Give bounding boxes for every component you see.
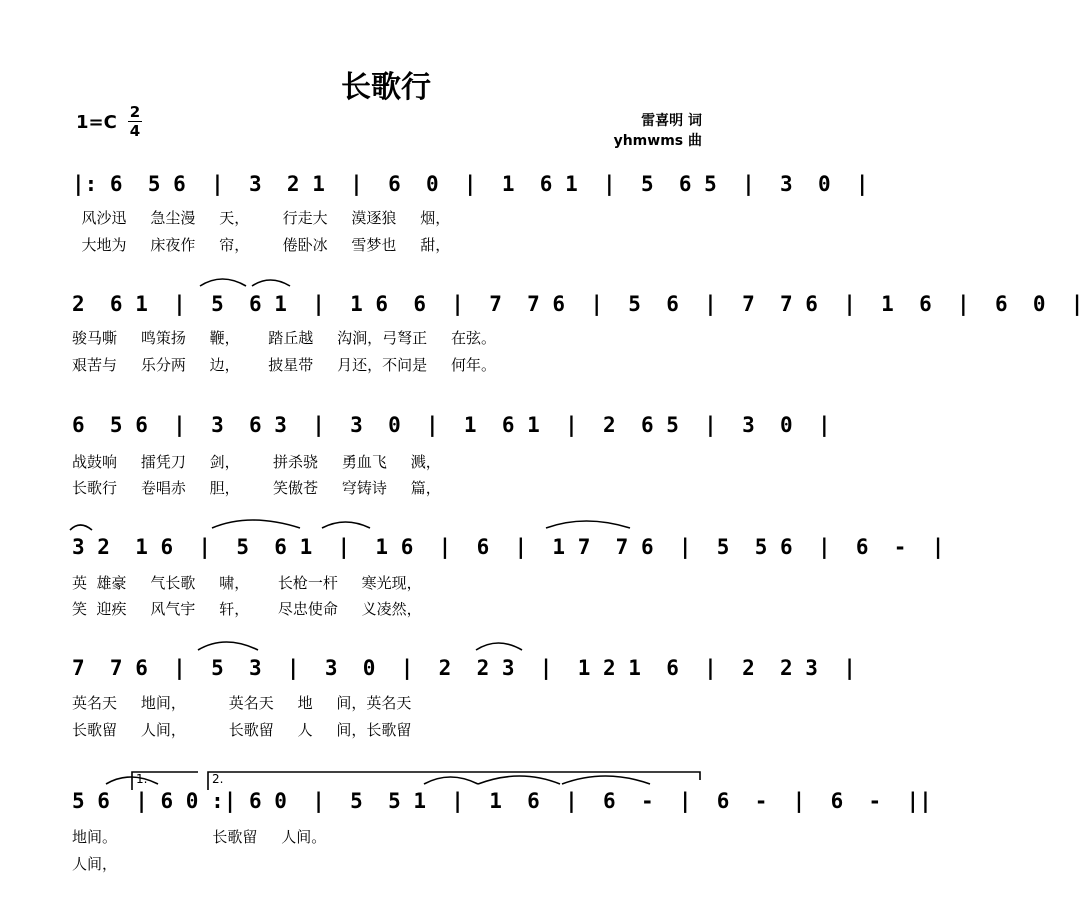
score-line-6-notes: 5 6 | 6 0 :| 6 0 | 5 5 1 | 1 6 | 6 - | 6 - | 6 - || bbox=[72, 789, 932, 813]
score-line-2-lyrics-verse2: 艰苦与 乐分两 边， 披星带 月还，不问是 何年。 bbox=[72, 356, 496, 374]
slur bbox=[198, 642, 258, 650]
key-signature: 1=C bbox=[76, 112, 117, 133]
slur bbox=[200, 279, 246, 286]
slur bbox=[562, 776, 650, 784]
slur bbox=[212, 520, 300, 528]
score-line-1-notes: |: 6 5 6 | 3 2 1 | 6 0 | 1 6 1 | 5 6 5 | 3 0 | bbox=[72, 172, 869, 196]
slur bbox=[70, 525, 92, 530]
slur bbox=[322, 522, 370, 528]
score-line-5-lyrics-verse2: 长歌留 人间， 长歌留 人 间，长歌留 bbox=[72, 721, 412, 739]
slur bbox=[476, 643, 522, 650]
score-line-2-lyrics-verse1: 骏马嘶 鸣策扬 鞭， 踏丘越 沟涧，弓弩正 在弦。 bbox=[72, 329, 496, 347]
slur bbox=[478, 776, 560, 784]
slur bbox=[252, 280, 290, 286]
slur bbox=[546, 521, 630, 528]
time-sig-top: 2 bbox=[129, 103, 141, 121]
score-line-1-lyrics-verse2: 大地为 床夜作 帘， 倦卧冰 雪梦也 甜， bbox=[72, 236, 451, 254]
score-line-5-lyrics-verse1: 英名天 地间， 英名天 地 间，英名天 bbox=[72, 694, 412, 712]
volta-1-bracket bbox=[132, 772, 198, 790]
volta-1-label: 1. bbox=[136, 772, 148, 786]
score-line-3-notes: 6 5 6 | 3 6 3 | 3 0 | 1 6 1 | 2 6 5 | 3 0 | bbox=[72, 413, 831, 437]
score-line-3-lyrics-verse2: 长歌行 卷唱赤 胆， 笑傲苍 穹铸诗 篇， bbox=[72, 479, 441, 497]
time-sig-bottom: 4 bbox=[129, 122, 141, 140]
page-title: 长歌行 bbox=[341, 70, 431, 105]
lyricist-credit: 雷喜明 词 bbox=[641, 113, 702, 129]
score-line-4-notes: 3 2 1 6 | 5 6 1 | 1 6 | 6 | 1 7 7 6 | 5 5 6 | 6 - | bbox=[72, 535, 945, 559]
score-line-5-notes: 7 7 6 | 5 3 | 3 0 | 2 2 3 | 1 2 1 6 | 2 2 3 | bbox=[72, 656, 856, 680]
score-line-6-lyrics-verse2: 人间， bbox=[72, 855, 118, 873]
slur bbox=[424, 777, 478, 784]
score-line-3-lyrics-verse1: 战鼓响 擂凭刀 剑， 拼杀骁 勇血飞 溅， bbox=[72, 453, 441, 471]
score-line-6-lyrics-verse1: 地间。 长歌留 人间。 bbox=[72, 828, 327, 846]
score-line-4-lyrics-verse1: 英 雄豪 气长歌 啸， 长枪一杆 寒光现， bbox=[72, 574, 422, 592]
composer-credit: yhmwms 曲 bbox=[613, 133, 702, 149]
score-line-4-lyrics-verse2: 笑 迎疾 风气宇 轩， 尽忠使命 义凌然， bbox=[72, 600, 422, 618]
score-line-2-notes: 2 6 1 | 5 6 1 | 1 6 6 | 7 7 6 | 5 6 | 7 7 6 | 1 6 | 6 0 | bbox=[72, 292, 1083, 316]
score-line-1-lyrics-verse1: 风沙迅 急尘漫 天， 行走大 漠逐狼 烟， bbox=[72, 209, 451, 227]
volta-2-label: 2. bbox=[212, 772, 224, 786]
volta-2-bracket bbox=[208, 772, 700, 790]
